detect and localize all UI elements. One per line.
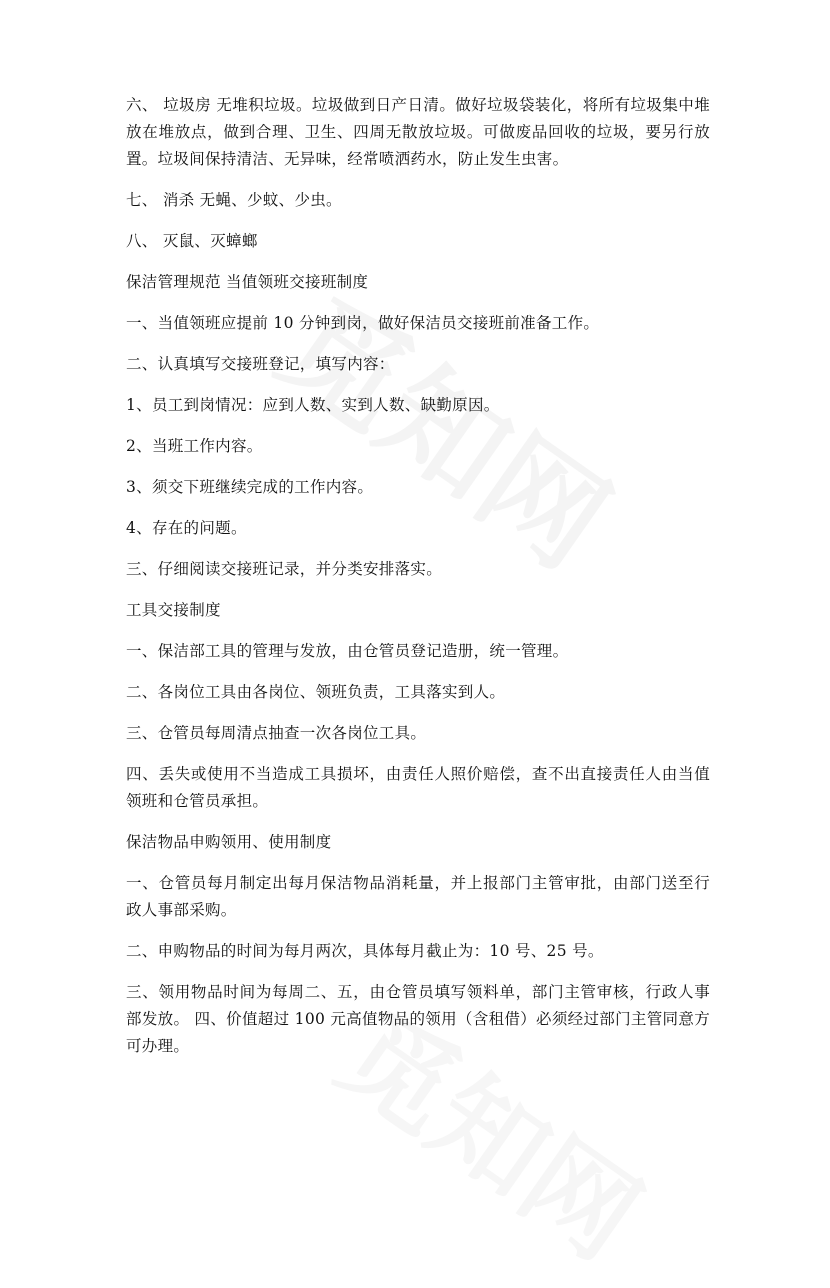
list-item-issues: 4、存在的问题。	[126, 519, 247, 537]
section-heading-tool-handover: 工具交接制度	[126, 601, 221, 619]
list-item-attendance: 1、员工到岗情况：应到人数、实到人数、缺勤原因。	[126, 396, 500, 414]
paragraph-read-records: 三、仔细阅读交接班记录，并分类安排落实。	[126, 560, 443, 578]
list-item-pending-work: 3、须交下班继续完成的工作内容。	[126, 478, 374, 496]
paragraph-monthly-consumption: 一、仓管员每月制定出每月保洁物品消耗量，并上报部门主管审批，由部门送至行政人事部采购。	[126, 874, 710, 919]
paragraph-requisition-time: 三、领用物品时间为每周二、五，由仓管员填写领料单，部门主管审核，行政人事部发放。 四、价值超过 100 元高值物品的领用（含租借）必须经过部门主管同意方可办理。	[126, 983, 710, 1055]
section-heading-shift-handover: 保洁管理规范 当值领班交接班制度	[126, 273, 369, 291]
paragraph-arrive-early: 一、当值领班应提前 10 分钟到岗，做好保洁员交接班前准备工作。	[126, 314, 600, 332]
paragraph-weekly-check: 三、仓管员每周清点抽查一次各岗位工具。	[126, 724, 427, 742]
paragraph-loss-compensation: 四、丢失或使用不当造成工具损坏，由责任人照价赔偿，查不出直接责任人由当值领班和仓管员承担。	[126, 765, 710, 810]
paragraph-purchase-schedule: 二、申购物品的时间为每月两次，具体每月截止为：10 号、25 号。	[126, 942, 604, 960]
list-item-shift-work: 2、当班工作内容。	[126, 437, 263, 455]
paragraph-disinfection: 七、 消杀 无蝇、少蚊、少虫。	[126, 191, 342, 209]
paragraph-tool-responsibility: 二、各岗位工具由各岗位、领班负责，工具落实到人。	[126, 683, 506, 701]
paragraph-pest-control: 八、 灭鼠、灭蟑螂	[126, 232, 258, 250]
document-page	[126, 92, 710, 1074]
paragraph-tool-management: 一、保洁部工具的管理与发放，由仓管员登记造册，统一管理。	[126, 642, 569, 660]
paragraph-fill-register: 二、认真填写交接班登记，填写内容：	[126, 355, 395, 373]
section-heading-supplies: 保洁物品申购领用、使用制度	[126, 833, 332, 851]
paragraph-garbage-room: 六、 垃圾房 无堆积垃圾。垃圾做到日产日清。做好垃圾袋装化，将所有垃圾集中堆放在堆放点，做到合理、卫生、四周无散放垃圾。可做废品回收的垃圾，要另行放置。垃圾间保持清洁、无异味，经常喷洒药水，防止发生虫害。	[126, 96, 710, 168]
